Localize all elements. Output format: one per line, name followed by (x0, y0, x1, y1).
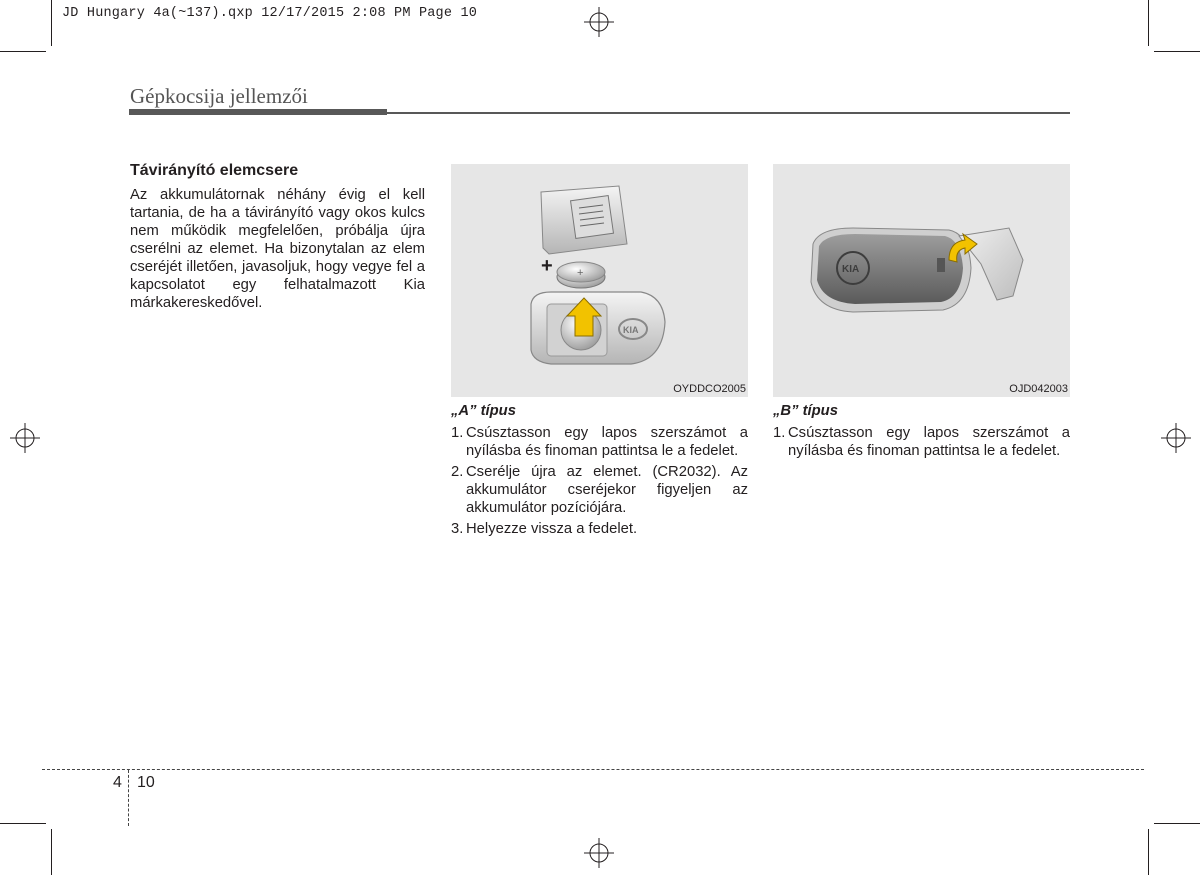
list-item (451, 424, 748, 460)
figure-a-caption: „A” típus (451, 403, 516, 419)
header-rule-thin (387, 112, 1070, 114)
step-number: 2. (451, 464, 464, 480)
step-number: 1. (773, 425, 786, 441)
svg-text:+: + (577, 267, 584, 279)
figure-a-steps (451, 424, 748, 541)
list-item (451, 520, 748, 538)
step-text: Csúsztasson egy lapos szerszámot a nyílásba és finoman pattintsa le a fedelet. (788, 425, 1070, 459)
figure-b-steps (773, 424, 1070, 463)
plus-sign: + (541, 255, 553, 277)
list-item (451, 463, 748, 517)
release-slot (937, 258, 945, 272)
registration-mark-bottom (584, 838, 614, 868)
header-rule-thick (129, 109, 387, 115)
svg-text:KIA: KIA (842, 264, 860, 275)
step-text: Helyezze vissza a fedelet. (466, 521, 638, 537)
chapter-number: 4 (113, 774, 122, 791)
step-number: 3. (451, 521, 464, 537)
key-label-sticker (571, 196, 614, 239)
figure-a-code: OYDDCO2005 (673, 383, 746, 395)
subsection-heading: Távirányító elemcsere (130, 162, 299, 179)
figure-b-caption: „B” típus (773, 403, 838, 419)
registration-mark-right (1161, 423, 1191, 453)
figure-b-code: OJD042003 (1009, 383, 1068, 395)
smart-key-open-illustration (451, 164, 748, 397)
footer-dashed-rule (42, 769, 1144, 770)
list-item (773, 424, 1070, 460)
section-title: Gépkocsija jellemzői (130, 84, 308, 108)
print-slug-line: JD Hungary 4a(~137).qxp 12/17/2015 2:08 PM Page 10 (62, 6, 478, 21)
step-number: 1. (451, 425, 464, 441)
svg-text:KIA: KIA (623, 325, 639, 335)
footer-dashed-divider (128, 770, 129, 826)
figure-b-smart-key-cover (773, 164, 1070, 397)
step-text: Csúsztasson egy lapos szerszámot a nyílásba és finoman pattintsa le a fedelet. (466, 425, 748, 459)
registration-mark-left (10, 423, 40, 453)
page-number: 10 (137, 774, 155, 791)
step-text: Cserélje újra az elemet. (CR2032). Az akkumulátor cseréjekor figyeljen az akkumulátor pozíciójára. (466, 464, 748, 516)
figure-a-smart-key-battery (451, 164, 748, 397)
body-paragraph: Az akkumulátornak néhány évig el kell tartania, de ha a távirányító vagy okos kulcs nem működik megfelelően, próbálja újra cserélni az elemet. Ha bizonytalan az elem cseréjét illetően, javasoljuk, hogy vegye fel a kapcsolatot egy felhatalmazott Kia márkakereskedővel. (130, 187, 425, 311)
registration-mark-top (584, 7, 614, 37)
smart-key-cover-illustration (773, 164, 1070, 397)
